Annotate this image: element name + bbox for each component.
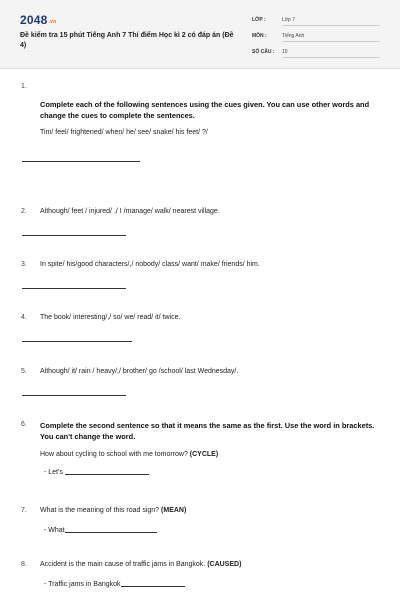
logo-text: 2048 [20,13,48,27]
question-keyword: (CYCLE) [189,451,219,458]
question-text: Although/ it/ rain / heavy/,/ brother/ go /school/ last Wednesday/. [40,368,239,375]
question-text: What is the meaning of this road sign? [40,507,160,514]
meta-row-count [252,46,380,62]
question-number: 6. [21,421,27,428]
question-sentence [40,506,380,516]
document-title: Đề kiểm tra 15 phút Tiếng Anh 7 Thí điểm Học kì 2 có đáp án (Đề 4) [20,32,234,49]
meta-value: Tiếng Anh [282,33,380,42]
answer-blank[interactable] [65,532,157,533]
question-number: 3. [21,261,27,268]
question-number: 1. [21,83,27,90]
logo-suffix: .vn [48,19,57,25]
answer-prefix: - Traffic jams in Bangkok [44,581,121,588]
question-number: 2. [21,208,27,215]
question-keyword: (CAUSED) [207,561,242,568]
answer-blank[interactable] [121,586,185,587]
question-text: In spite/ his/good characters/,/ nobody/ class/ want/ make/ friends/ him. [40,261,260,268]
answer-prefix: - What [44,527,65,534]
answer-row [40,580,380,590]
answer-line[interactable] [22,161,140,162]
site-logo[interactable] [20,13,56,27]
answer-line[interactable] [22,235,126,236]
meta-table [252,14,380,62]
question-keyword: (MEAN) [161,507,187,514]
question-number: 4. [21,314,27,321]
question-number: 7. [21,507,27,514]
question-instruction: Complete each of the following sentences using the cues given. You can use other words and change the cues to complete the sentences. [40,100,370,120]
question-number: 8. [21,561,27,568]
answer-row [40,526,380,536]
question-text: Although/ feet / injured/ ,/ I /manage/ walk/ nearest village. [40,208,220,215]
question-sentence [40,560,380,570]
question-text: The book/ interesting/,/ so/ we/ read/ it/ twice. [40,314,181,321]
question-instruction: Complete the second sentence so that it means the same as the first. Use the word in brackets. You can't change the word. [40,421,375,441]
question-number: 5. [21,368,27,375]
meta-value: 10 [282,49,380,58]
question-text: Tim/ feel/ frightened/ when/ he/ see/ snake/ his feet/ ?/ [40,129,208,136]
meta-value: Lớp 7 [282,17,380,26]
answer-line[interactable] [22,341,132,342]
meta-key: SỐ CÂU : [252,49,275,55]
answer-line[interactable] [22,395,126,396]
meta-key: MÔN : [252,33,267,39]
answer-line[interactable] [22,288,126,289]
answer-row [40,468,380,478]
meta-key: LỚP : [252,17,266,23]
meta-row-subject [252,30,380,46]
meta-row-class [252,14,380,30]
answer-blank[interactable] [65,474,149,475]
question-sentence [40,450,380,460]
question-text: Accident is the main cause of traffic jams in Bangkok. [40,561,206,568]
question-text: How about cycling to school with me tomorrow? [40,451,188,458]
worksheet-header [0,0,400,69]
answer-prefix: - Let's [44,469,63,476]
